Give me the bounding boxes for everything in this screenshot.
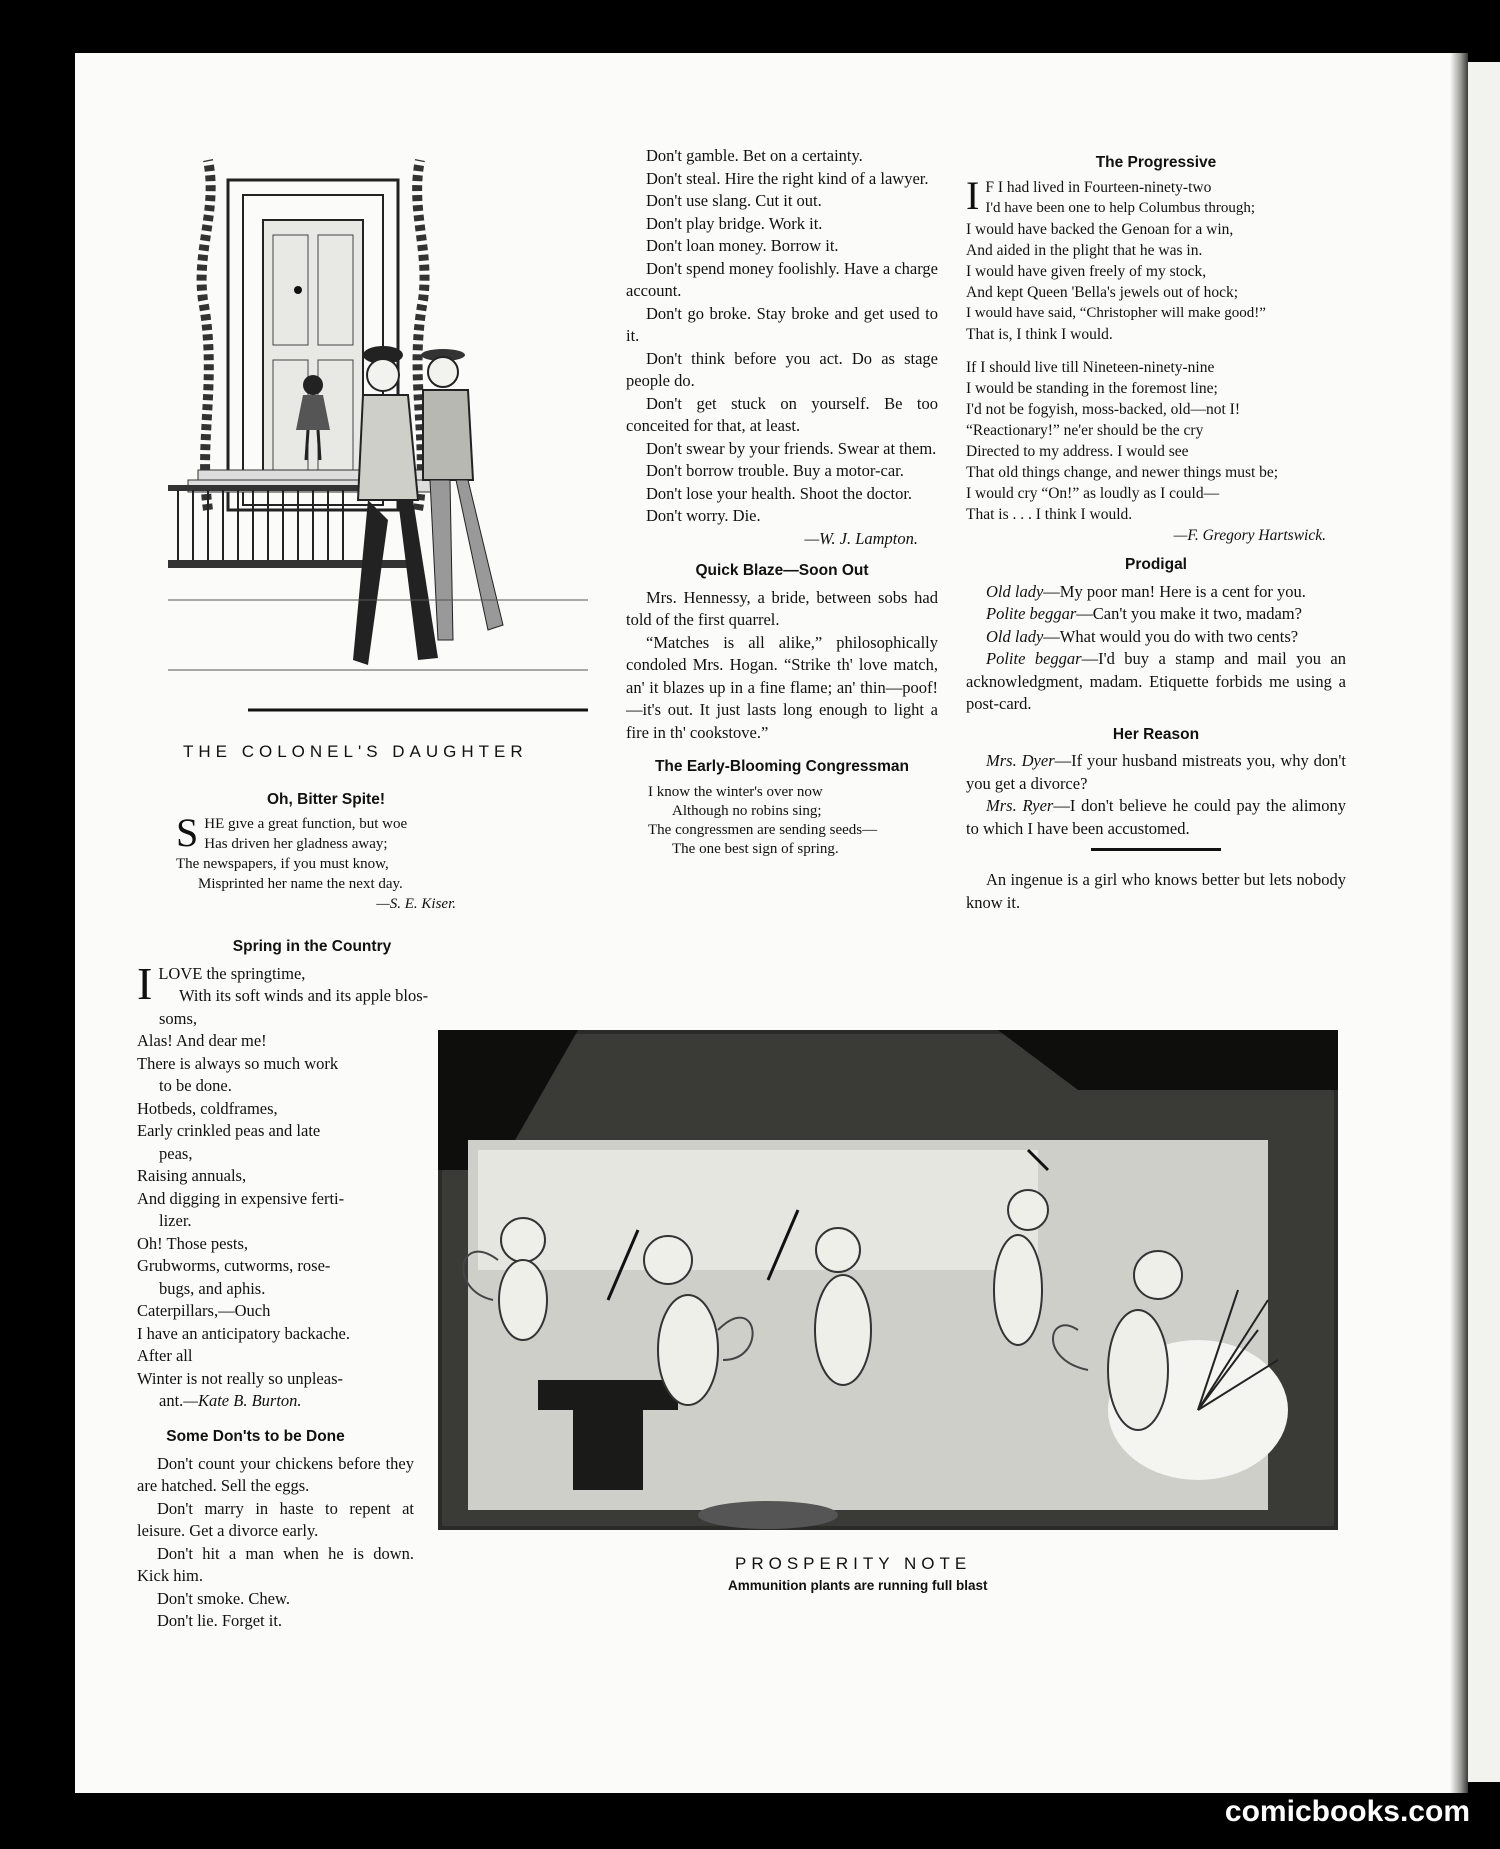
early-blooming-line: Although no robins sing; bbox=[672, 802, 822, 819]
spring-line: soms, bbox=[159, 1008, 198, 1028]
quick-blaze-paragraph: Mrs. Hennessy, a bride, between sobs had told of the first quarrel. bbox=[626, 587, 938, 629]
donts-paragraph: Don't worry. Die. bbox=[646, 506, 761, 525]
spring-line: Alas! And dear me! bbox=[137, 1031, 267, 1050]
donts-paragraph: Don't play bridge. Work it. bbox=[646, 213, 823, 233]
early-blooming-title: The Early-Blooming Congressman bbox=[654, 758, 910, 775]
binding-gutter bbox=[1450, 53, 1468, 1793]
early-blooming-line: I know the winter's over now bbox=[648, 783, 823, 800]
progressive-line: That is . . . I think I would. bbox=[966, 506, 1133, 523]
donts-paragraph: Don't borrow trouble. Buy a motor-car. bbox=[646, 461, 904, 480]
spring-line: bugs, and aphis. bbox=[159, 1278, 266, 1298]
spring-in-country-poem bbox=[137, 930, 427, 1413]
prosperity-note-illustration bbox=[438, 1030, 1338, 1530]
progressive-line: And kept Queen 'Bella's jewels out of hock; bbox=[966, 284, 1239, 301]
donts-paragraph: Don't steal. Hire the right kind of a lawyer. bbox=[646, 168, 929, 188]
colonels-daughter-caption: THE COLONEL'S DAUGHTER bbox=[183, 742, 528, 761]
donts-paragraph: Don't gamble. Bet on a certainty. bbox=[646, 146, 863, 165]
spring-line: Grubworms, cutworms, rose- bbox=[137, 1256, 331, 1275]
prodigal-title: Prodigal bbox=[1124, 556, 1187, 573]
progressive-line: I would cry “On!” as loudly as I could— bbox=[966, 485, 1220, 502]
ingenue-joke: An ingenue is a girl who knows better but lets nobody know it. bbox=[966, 870, 1346, 912]
spring-drop-cap: I bbox=[137, 957, 153, 1009]
some-donts-paragraph: Don't smoke. Chew. bbox=[157, 1588, 290, 1608]
bitter-spite-drop-cap: S bbox=[176, 810, 199, 855]
bitter-spite-line-1: HE gıve a great function, but woe bbox=[204, 816, 408, 832]
spring-line: After all bbox=[137, 1346, 193, 1365]
prodigal-line bbox=[966, 603, 1346, 626]
donts-paragraph: Don't think before you act. Do as stage people do. bbox=[626, 348, 938, 390]
speaker-text: —If your husband mistreats you, why don't you get a divorce? bbox=[966, 751, 1346, 793]
spring-line: I have an anticipatory backache. bbox=[137, 1323, 351, 1343]
speaker-label: Old lady bbox=[986, 626, 1044, 646]
bitter-spite-line-2: Has driven her gladness away; bbox=[204, 836, 388, 852]
bitter-spite-line-3: The newspapers, if you must know, bbox=[176, 856, 389, 872]
speaker-text: —My poor man! Here is a cent for you. bbox=[1043, 581, 1306, 601]
early-blooming-line: The one best sign of spring. bbox=[672, 840, 839, 857]
progressive-line: That old things change, and newer things must be; bbox=[966, 464, 1279, 481]
progressive-column bbox=[966, 146, 1346, 914]
her-reason-title: Her Reason bbox=[1112, 725, 1200, 743]
spring-line: Hotbeds, coldframes, bbox=[137, 1098, 278, 1118]
spring-line: Winter is not really so unpleas- bbox=[137, 1368, 343, 1388]
donts-paragraph: Don't lose your health. Shoot the doctor. bbox=[646, 483, 913, 503]
spring-line-2: With its soft winds and its apple blos- bbox=[179, 986, 429, 1005]
bitter-spite-line-4: Misprinted her name the next day. bbox=[198, 876, 403, 892]
prodigal-line bbox=[966, 581, 1346, 604]
speaker-label: Old lady bbox=[986, 581, 1044, 601]
early-blooming-line: The congressmen are sending seeds— bbox=[648, 821, 878, 838]
prodigal-line bbox=[966, 626, 1346, 649]
section-rule bbox=[1091, 848, 1221, 851]
her-reason-line bbox=[966, 750, 1346, 795]
speaker-label: Mrs. Dyer bbox=[986, 751, 1055, 770]
spring-line: peas, bbox=[159, 1143, 193, 1163]
donts-paragraph: Don't go broke. Stay broke and get used to it. bbox=[626, 303, 938, 345]
spring-line: to be done. bbox=[159, 1076, 232, 1095]
speaker-label: Polite beggar bbox=[986, 649, 1082, 668]
speaker-text: —What would you do with two cents? bbox=[1043, 626, 1299, 646]
spring-line: lizer. bbox=[159, 1211, 192, 1230]
progressive-line: I'd not be fogyish, moss-backed, old—not I! bbox=[966, 401, 1240, 418]
progressive-line: I would have backed the Genoan for a win, bbox=[966, 221, 1234, 238]
quick-blaze-paragraph: “Matches is all alike,” philosophically condoled Mrs. Hogan. “Strike th' love match, an' it blazes up in a fine flame; an' thin—poof!—it's out. It just lasts long enough to light a fire in th' cookstove.” bbox=[626, 632, 938, 742]
donts-paragraph: Don't get stuck on yourself. Be too conceited for that, at least. bbox=[626, 393, 938, 435]
speaker-label: Mrs. Ryer bbox=[986, 796, 1054, 815]
progressive-line: I would be standing in the foremost line; bbox=[966, 380, 1218, 397]
some-donts-paragraph: Don't marry in haste to repent at leisure. Get a divorce early. bbox=[137, 1498, 414, 1540]
spring-line-1: LOVE the springtime, bbox=[158, 963, 306, 983]
speaker-text: —I'd buy a stamp and mail you an acknowledgment, madam. Etiquette forbids me using a post-card. bbox=[966, 649, 1346, 713]
donts-paragraph: Don't swear by your friends. Swear at them. bbox=[646, 438, 937, 458]
progressive-title: The Progressive bbox=[1095, 154, 1217, 171]
donts-paragraph: Don't spend money foolishly. Have a charge account. bbox=[626, 258, 938, 300]
progressive-line: I would have given freely of my stock, bbox=[966, 263, 1207, 280]
quick-blaze-title: Quick Blaze—Soon Out bbox=[695, 562, 869, 579]
spring-line: Caterpillars,—Ouch bbox=[137, 1301, 271, 1320]
speaker-text: —I don't believe he could pay the alimony to which I have been accustomed. bbox=[966, 796, 1347, 838]
colonels-daughter-illustration bbox=[168, 140, 588, 730]
spring-author: —Kate B. Burton. bbox=[183, 1391, 302, 1410]
speaker-label: Polite beggar bbox=[986, 604, 1077, 623]
donts-paragraph: Don't loan money. Borrow it. bbox=[646, 236, 839, 255]
some-donts-article bbox=[137, 1420, 414, 1633]
progressive-line: Directed to my address. I would see bbox=[966, 443, 1189, 460]
some-donts-paragraph: Don't lie. Forget it. bbox=[157, 1611, 283, 1630]
bitter-spite-poem bbox=[176, 784, 476, 914]
progressive-line: I would have said, “Christopher will make good!” bbox=[966, 305, 1266, 321]
progressive-line-2: I'd have been one to help Columbus through; bbox=[985, 200, 1256, 216]
progressive-line: And aided in the plight that he was in. bbox=[966, 242, 1203, 259]
bitter-spite-author: —S. E. Kiser. bbox=[376, 896, 456, 912]
progressive-line: That is, I think I would. bbox=[966, 326, 1113, 343]
some-donts-paragraph: Don't hit a man when he is down. Kick him. bbox=[137, 1543, 414, 1585]
spring-last-line: ant. bbox=[159, 1391, 184, 1410]
donts-paragraph: Don't use slang. Cut it out. bbox=[646, 191, 822, 210]
spring-line: There is always so much work bbox=[137, 1053, 339, 1073]
spring-line: Oh! Those pests, bbox=[137, 1233, 249, 1253]
progressive-line-1: F I had lived in Fourteen-ninety-two bbox=[985, 179, 1212, 196]
bitter-spite-title: Oh, Bitter Spite! bbox=[267, 791, 385, 808]
progressive-author: —F. Gregory Hartswick. bbox=[1173, 527, 1326, 544]
progressive-line: “Reactionary!” ne'er should be the cry bbox=[966, 422, 1204, 439]
donts-author: —W. J. Lampton. bbox=[804, 528, 918, 548]
spring-line: Raising annuals, bbox=[137, 1166, 247, 1185]
prosperity-note-subcaption: Ammunition plants are running full blast bbox=[728, 1578, 988, 1593]
prodigal-line bbox=[966, 648, 1346, 716]
donts-continued-article bbox=[626, 145, 938, 859]
progressive-line: If I should live till Nineteen-ninety-nine bbox=[966, 359, 1215, 376]
spring-line: And digging in expensive ferti- bbox=[137, 1188, 345, 1208]
facing-page-edge bbox=[1468, 62, 1500, 1782]
prosperity-note-caption: PROSPERITY NOTE bbox=[735, 1554, 972, 1573]
spring-line: Early crinkled peas and late bbox=[137, 1121, 321, 1140]
some-donts-title: Some Don'ts to be Done bbox=[166, 1428, 345, 1445]
spring-title: Spring in the Country bbox=[232, 938, 392, 955]
site-watermark: comicbooks.com bbox=[1224, 1795, 1470, 1828]
progressive-drop-cap: I bbox=[966, 173, 980, 218]
some-donts-paragraph: Don't count your chickens before they are hatched. Sell the eggs. bbox=[137, 1453, 414, 1495]
speaker-text: —Can't you make it two, madam? bbox=[1076, 604, 1302, 623]
her-reason-line bbox=[966, 795, 1346, 840]
